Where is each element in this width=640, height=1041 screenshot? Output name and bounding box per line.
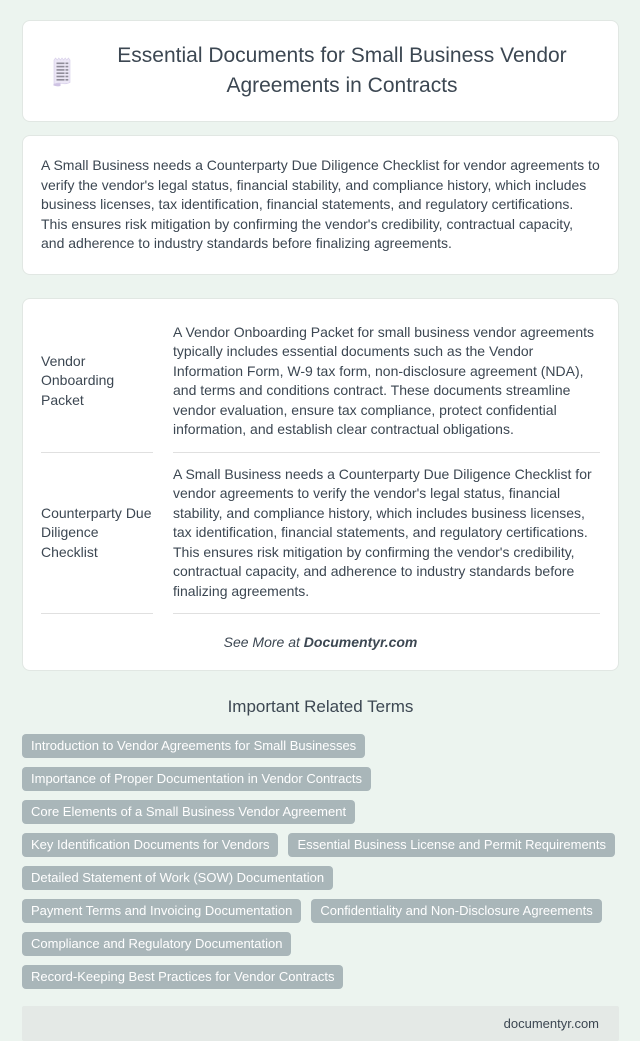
related-terms-tags: [22, 734, 619, 989]
table-row: [41, 453, 600, 615]
see-more-brand-link[interactable]: Documentyr.com: [303, 634, 418, 650]
tag-key-identification-documents[interactable]: Key Identification Documents for Vendors: [22, 833, 278, 857]
title-card: [22, 20, 619, 122]
related-terms-heading: Important Related Terms: [227, 697, 414, 716]
tag-business-license-permit[interactable]: Essential Business License and Permit Requirements: [288, 833, 615, 857]
tag-introduction-vendor-agreements[interactable]: Introduction to Vendor Agreements for Small Businesses: [22, 734, 365, 758]
tag-payment-terms-invoicing[interactable]: Payment Terms and Invoicing Documentation: [22, 899, 301, 923]
summary-text: A Small Business needs a Counterparty Due Diligence Checklist for vendor agreements to verify the vendor's legal status, financial stability, and compliance history, which includes business licenses, tax identification, financial statements, and regulatory certifications. This ensures risk mitigation by confirming the vendor's credibility, contractual capacity, and adherence to industry standards before finalizing agreements.: [41, 157, 600, 251]
see-more-line: [41, 634, 600, 650]
footer-bar: [22, 1006, 619, 1041]
footer-site-label: documentyr.com: [503, 1016, 599, 1031]
definitions-card: [22, 298, 619, 672]
term-cell: Counterparty Due Diligence Checklist: [41, 453, 153, 615]
term-cell: Vendor Onboarding Packet: [41, 311, 153, 453]
receipt-icon: [51, 56, 72, 87]
summary-card: [22, 135, 619, 275]
tag-record-keeping-practices[interactable]: Record-Keeping Best Practices for Vendor Contracts: [22, 965, 343, 989]
tag-confidentiality-nda[interactable]: Confidentiality and Non-Disclosure Agreements: [311, 899, 601, 923]
see-more-prefix: See More at: [223, 634, 304, 650]
tag-compliance-regulatory[interactable]: Compliance and Regulatory Documentation: [22, 932, 291, 956]
description-cell: A Small Business needs a Counterparty Due Diligence Checklist for vendor agreements to verify the vendor's legal status, financial stability, and compliance history, which includes business licenses, tax identification, financial statements, and regulatory certifications. This ensures risk mitigation by confirming the vendor's credibility, contractual capacity, and adherence to industry standards before finalizing agreements.: [173, 453, 600, 615]
tag-core-elements-vendor-agreement[interactable]: Core Elements of a Small Business Vendor Agreement: [22, 800, 355, 824]
definitions-table: [41, 311, 600, 615]
tag-statement-of-work[interactable]: Detailed Statement of Work (SOW) Documentation: [22, 866, 333, 890]
table-row: [41, 311, 600, 453]
page-title: Essential Documents for Small Business Vendor Agreements in Contracts: [117, 44, 567, 97]
tag-importance-proper-documentation[interactable]: Importance of Proper Documentation in Vendor Contracts: [22, 767, 371, 791]
description-cell: A Vendor Onboarding Packet for small business vendor agreements typically includes essential documents such as the Vendor Information Form, W-9 tax form, non-disclosure agreement (NDA), and terms and conditions contract. These documents streamline vendor evaluation, ensure tax compliance, protect confidential information, and establish clear contractual obligations.: [173, 311, 600, 453]
